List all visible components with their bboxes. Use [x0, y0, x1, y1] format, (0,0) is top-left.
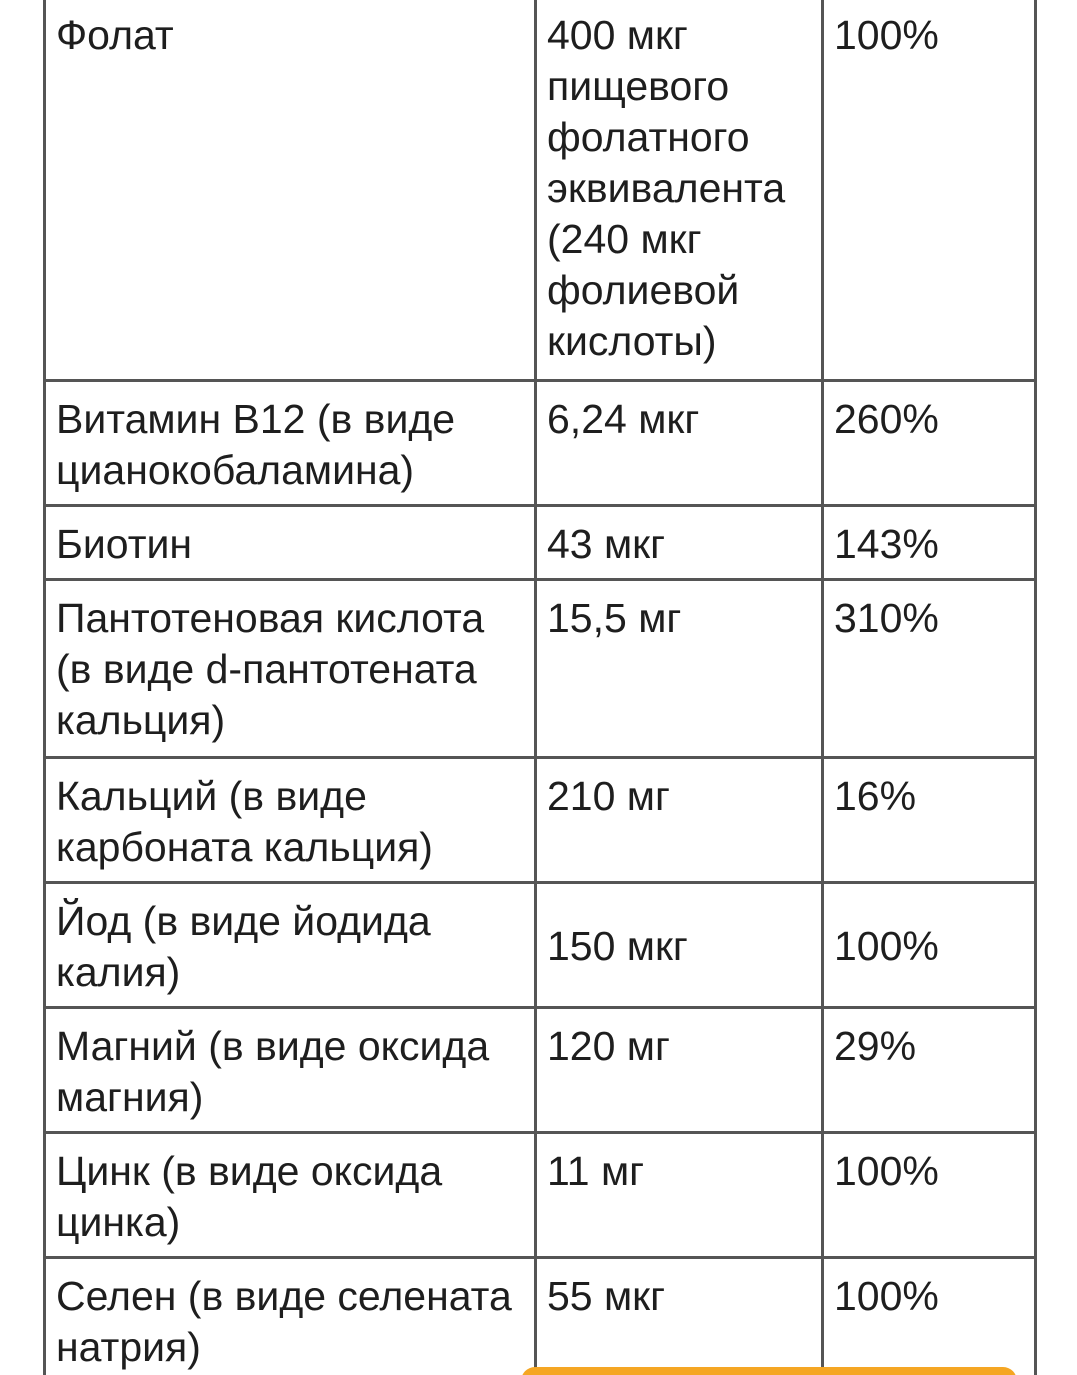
nutrient-name: Пантотеновая кислота (в виде d-пантотената кальция)	[45, 579, 536, 757]
nutrient-name: Цинк (в виде оксида цинка)	[45, 1132, 536, 1257]
nutrient-amount: 120 мг	[536, 1007, 823, 1132]
nutrition-table	[43, 0, 1037, 1375]
daily-value: 143%	[823, 505, 1036, 579]
nutrient-amount: 15,5 мг	[536, 579, 823, 757]
nutrient-amount: 43 мкг	[536, 505, 823, 579]
nutrition-table-container	[43, 0, 1034, 1375]
table-row	[45, 380, 1036, 505]
daily-value: 16%	[823, 757, 1036, 882]
table-row	[45, 0, 1036, 380]
daily-value: 310%	[823, 579, 1036, 757]
table-row	[45, 1257, 1036, 1375]
nutrient-amount: 11 мг	[536, 1132, 823, 1257]
floating-action-bar-edge[interactable]	[521, 1367, 1017, 1375]
nutrient-amount: 210 мг	[536, 757, 823, 882]
nutrient-name: Селен (в виде селената натрия)	[45, 1257, 536, 1375]
table-row	[45, 757, 1036, 882]
table-row	[45, 882, 1036, 1007]
nutrient-name: Йод (в виде йодида калия)	[45, 882, 536, 1007]
nutrient-name: Кальций (в виде карбоната кальция)	[45, 757, 536, 882]
daily-value: 100%	[823, 0, 1036, 380]
daily-value: 100%	[823, 882, 1036, 1007]
nutrient-amount: 6,24 мкг	[536, 380, 823, 505]
daily-value: 260%	[823, 380, 1036, 505]
nutrient-amount: 400 мкг пищевого фолатного эквивалента (240 мкг фолиевой кислоты)	[536, 0, 823, 380]
daily-value: 100%	[823, 1257, 1036, 1375]
nutrient-name: Витамин B12 (в виде цианокобаламина)	[45, 380, 536, 505]
nutrient-amount: 150 мкг	[536, 882, 823, 1007]
table-row	[45, 505, 1036, 579]
table-row	[45, 579, 1036, 757]
table-row	[45, 1132, 1036, 1257]
nutrient-amount: 55 мкг	[536, 1257, 823, 1375]
table-row	[45, 1007, 1036, 1132]
nutrient-name: Фолат	[45, 0, 536, 380]
daily-value: 29%	[823, 1007, 1036, 1132]
nutrient-name: Биотин	[45, 505, 536, 579]
nutrient-name: Магний (в виде оксида магния)	[45, 1007, 536, 1132]
daily-value: 100%	[823, 1132, 1036, 1257]
